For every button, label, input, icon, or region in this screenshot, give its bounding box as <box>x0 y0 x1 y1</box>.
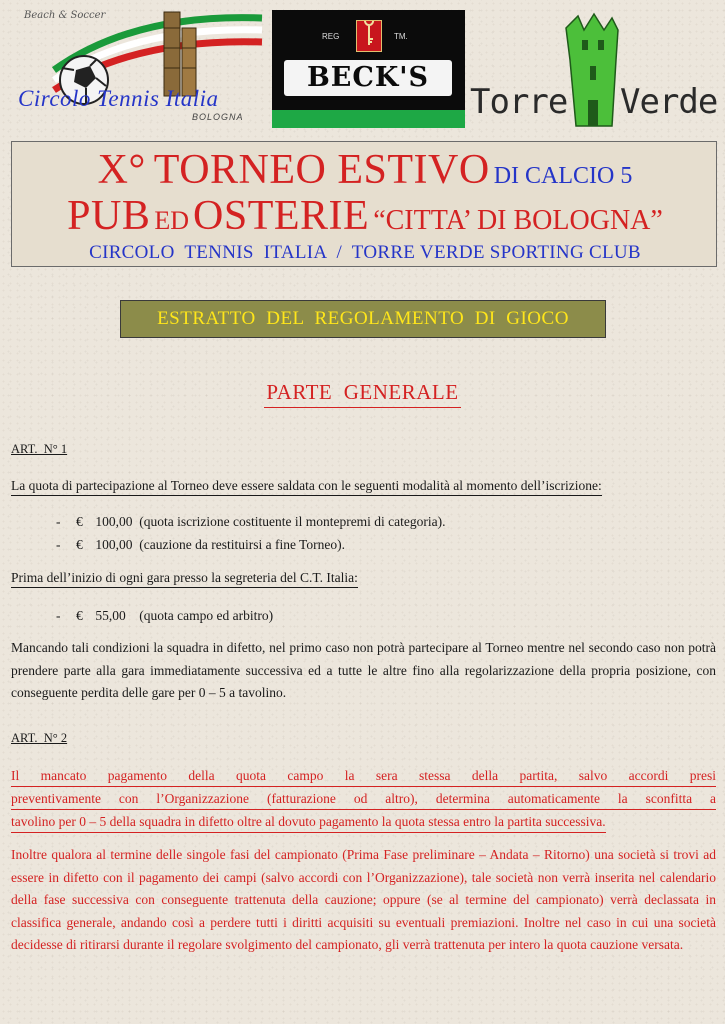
art-1-intro-2 <box>11 570 358 586</box>
cti-tagline: Beach & Soccer <box>24 10 106 21</box>
art-2-line-3: tavolino per 0 – 5 della squadra in difetto oltre al dovuto pagamento la quota stessa entro la partita successiva. <box>11 811 606 833</box>
title-line-1 <box>12 146 718 194</box>
art-2-line-1: Il mancato pagamento della quota campo la sera stessa della partita, salvo accordi presi <box>11 765 716 787</box>
item-desc: (quota campo ed arbitro) <box>139 608 274 623</box>
title-main: TORNEO ESTIVO <box>153 147 490 193</box>
title-numeral: X° <box>97 147 146 193</box>
art-1-intro-text: La quota di partecipazione al Torneo deve essere saldata con le seguenti modalità al momento dell’iscrizione: <box>11 478 602 496</box>
item-amount: 55,00 <box>95 608 126 623</box>
logo-circolo-tennis-italia <box>14 8 266 130</box>
list-item <box>56 608 273 624</box>
title-box <box>11 141 717 267</box>
title-pub: PUB <box>67 193 151 239</box>
item-desc: (quota iscrizione costituente il montepremi di categoria). <box>139 514 446 529</box>
list-item <box>56 537 345 553</box>
subtitle-box: ESTRATTO DEL REGOLAMENTO DI GIOCO <box>120 300 606 338</box>
art-1-paragraph: Mancando tali condizioni la squadra in difetto, nel primo caso non potrà partecipare al Torneo mentre nel secondo caso non potrà prendere parte alla gara immediatamente successiva ed a tutte le altre fino alla regolarizzazione della propria posizione, con conseguente perdita delle gare per 0 – 5 a tavolino. <box>11 640 716 700</box>
title-citta: “CITTA’ DI BOLOGNA” <box>373 205 663 236</box>
art-2-line-2: preventivamente con l’Organizzazione (fatturazione od altro), determina automaticamente la sconfitta a <box>11 788 716 810</box>
item-currency: € <box>76 537 83 552</box>
becks-green-band <box>272 110 465 128</box>
art-1-intro <box>11 478 602 494</box>
torre-word: Torre <box>470 82 568 122</box>
key-shield-icon <box>356 20 382 52</box>
art-2-label: ART. N° 2 <box>11 731 68 745</box>
section-heading <box>0 380 725 405</box>
becks-reg: REG <box>322 32 340 41</box>
logo-becks <box>272 10 465 128</box>
item-dash: - <box>56 537 61 552</box>
item-amount: 100,00 <box>95 514 133 529</box>
item-currency: € <box>76 514 83 529</box>
section-heading-text: PARTE GENERALE <box>264 380 460 408</box>
item-amount: 100,00 <box>95 537 133 552</box>
item-desc: (cauzione da restituirsi a fine Torneo). <box>139 537 345 552</box>
cti-name: Circolo Tennis Italia <box>18 86 219 111</box>
title-clubs: CIRCOLO TENNIS ITALIA / TORRE VERDE SPORTING CLUB <box>89 242 641 263</box>
art-1-label: ART. N° 1 <box>11 442 68 456</box>
art-2-underlined-block <box>11 765 716 834</box>
item-dash: - <box>56 608 61 623</box>
logo-torre-verde <box>470 8 718 130</box>
list-item <box>56 514 446 530</box>
becks-name: BECK'S <box>306 62 430 93</box>
item-currency: € <box>76 608 83 623</box>
title-tail: DI CALCIO 5 <box>493 163 633 189</box>
title-line-2 <box>12 192 718 240</box>
becks-tm: TM. <box>394 32 408 41</box>
art-2-paragraph: Inoltre qualora al termine delle singole fasi del campionato (Prima Fase preliminare – Andata – Ritorno) una società si trovi ad essere in difetto con il pagamento dei campi (salvo accordi con l’Organizzazione), tale società non verrà inserita nel calendario della fase successiva con conseguente trattenuta della cauzione; oppure (se al termine del campionato) verrà declassata in classifica generale, andando così a perdere tutti i diritti acquisiti su eventuali premiazioni. Inoltre nel caso in cui una società decidesse di ritirarsi durante il regolare svolgimento del campionato, gli verrà trattenuta per intero la quota cauzione versata. <box>11 847 716 952</box>
item-dash: - <box>56 514 61 529</box>
title-osterie: OSTERIE <box>193 193 370 239</box>
cti-city: BOLOGNA <box>192 112 244 122</box>
verde-word: Verde <box>620 82 718 122</box>
art-1-intro-2-text: Prima dell’inizio di ogni gara presso la segreteria del C.T. Italia: <box>11 570 358 588</box>
title-ed: ED <box>154 206 190 235</box>
